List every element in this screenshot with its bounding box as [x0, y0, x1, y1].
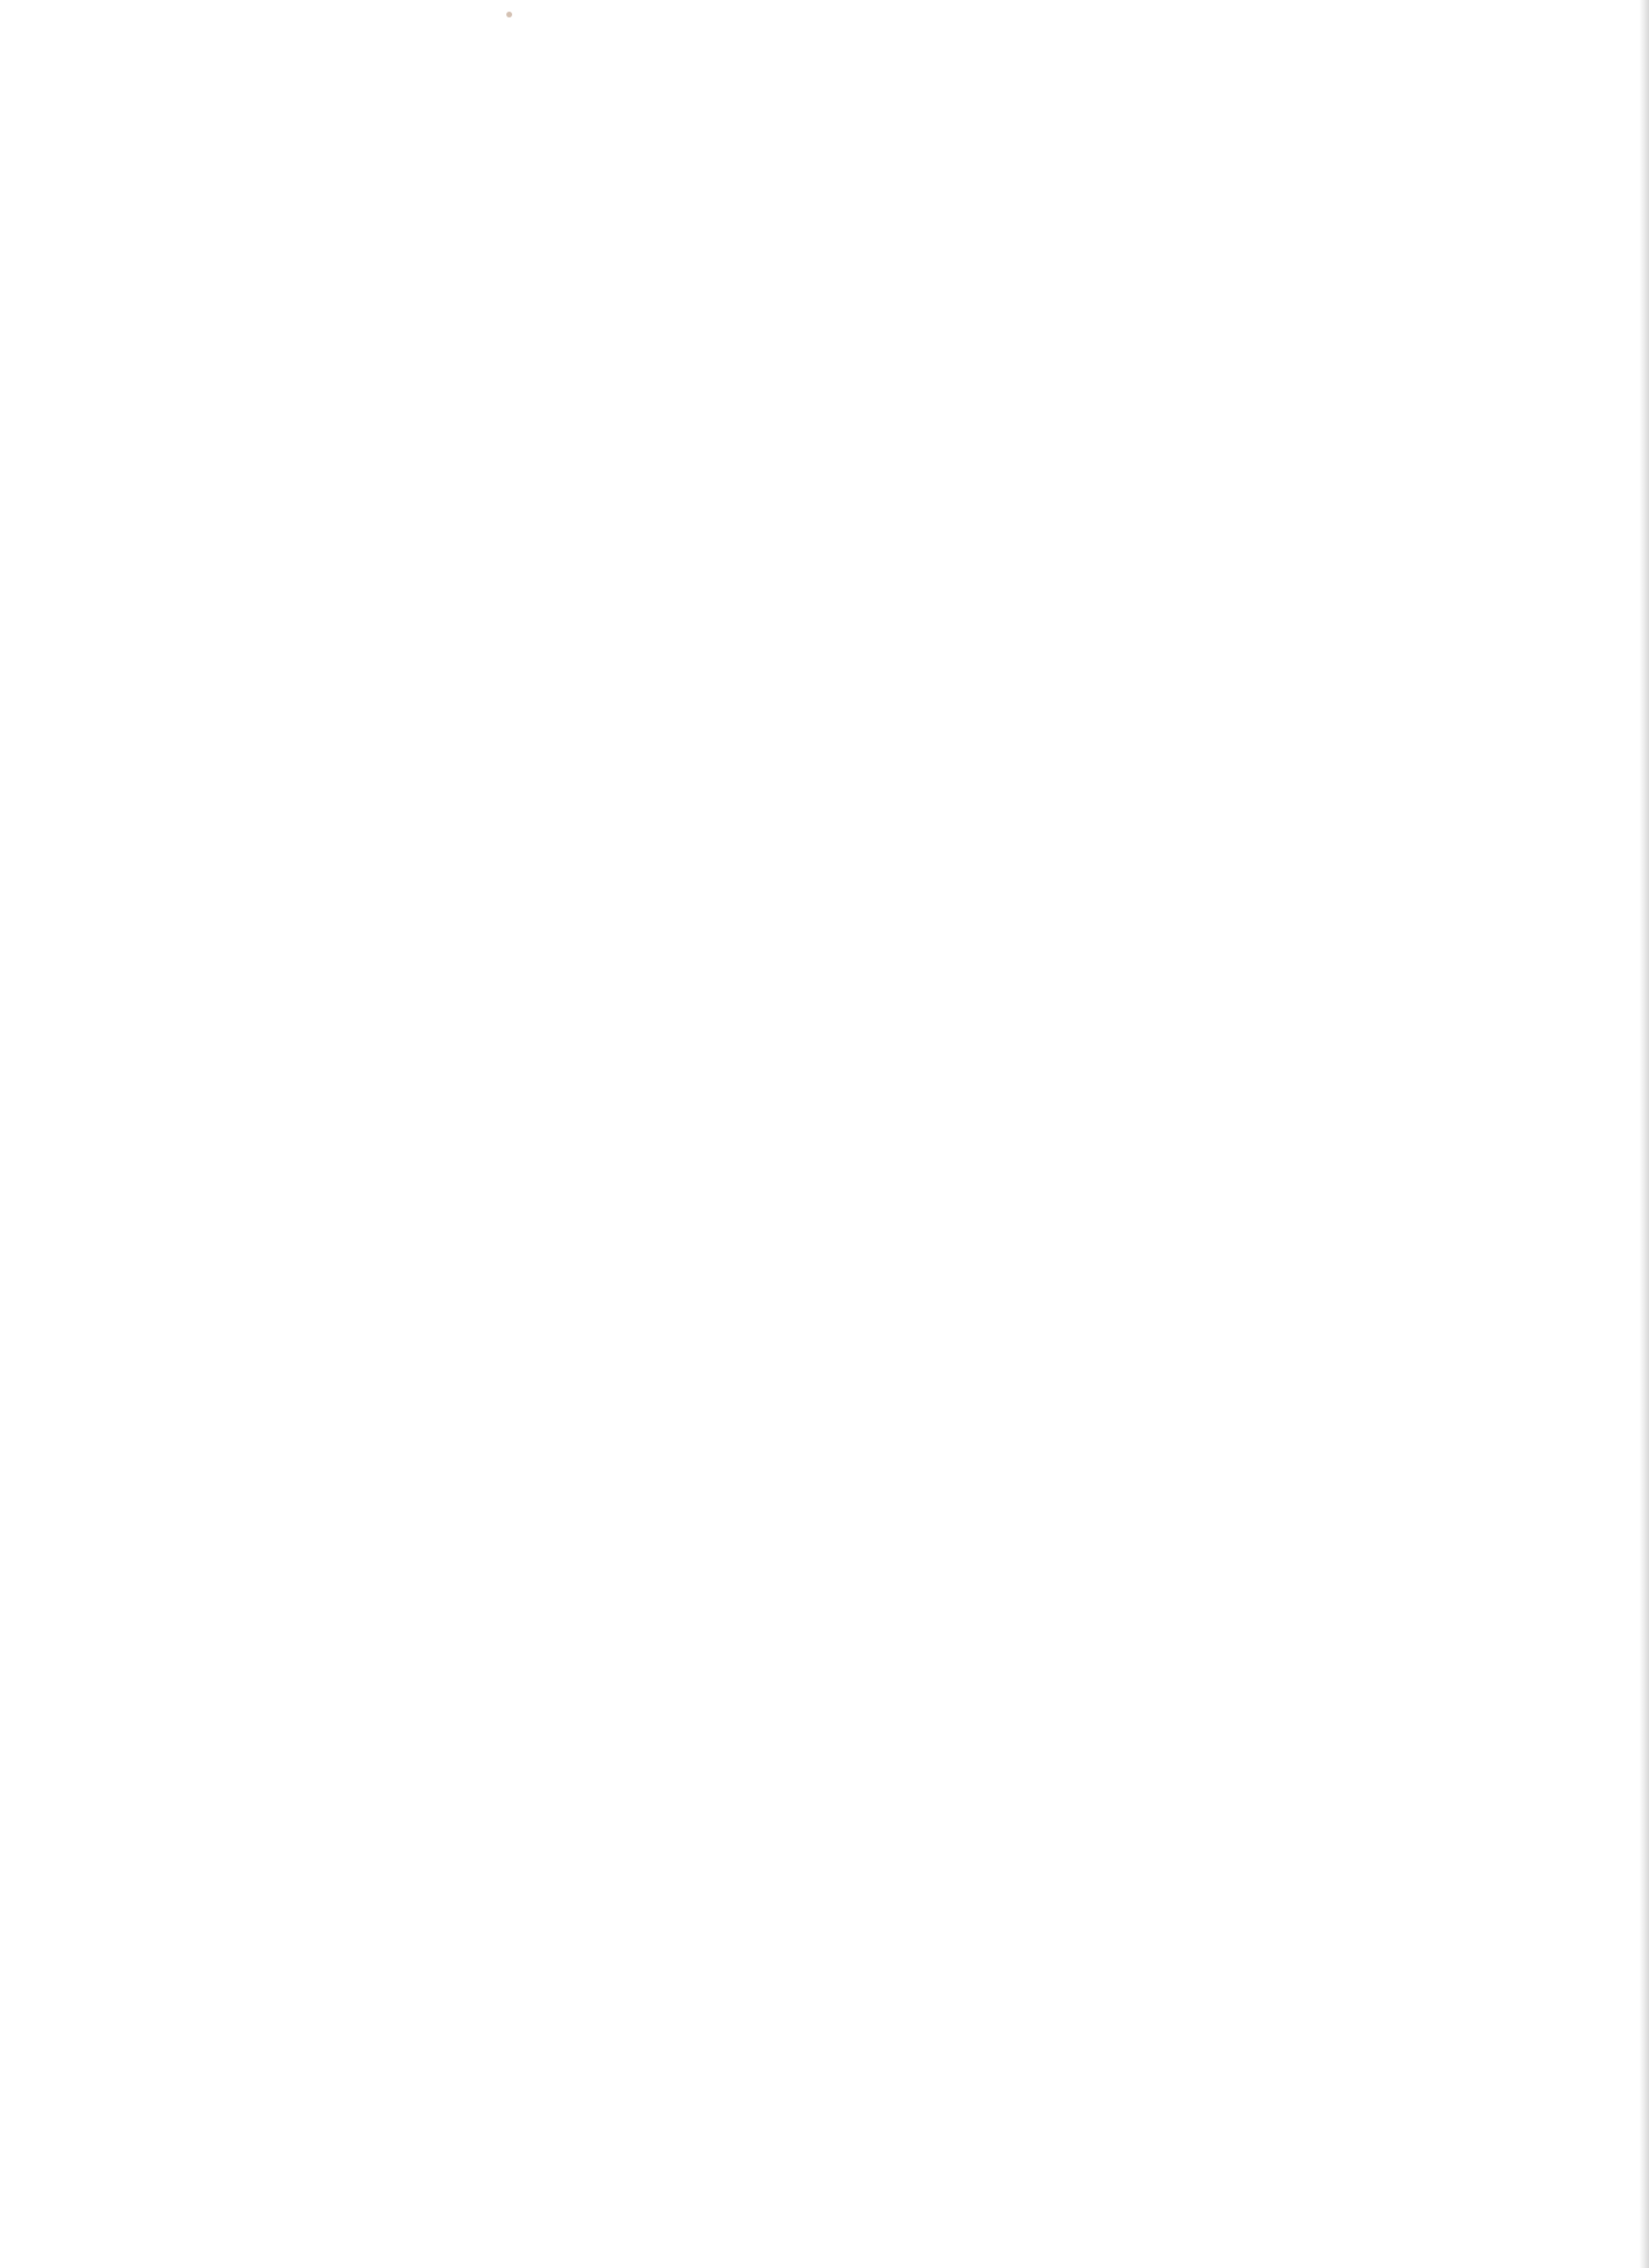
scan-speck	[506, 12, 512, 17]
scan-edge	[1639, 0, 1649, 2268]
